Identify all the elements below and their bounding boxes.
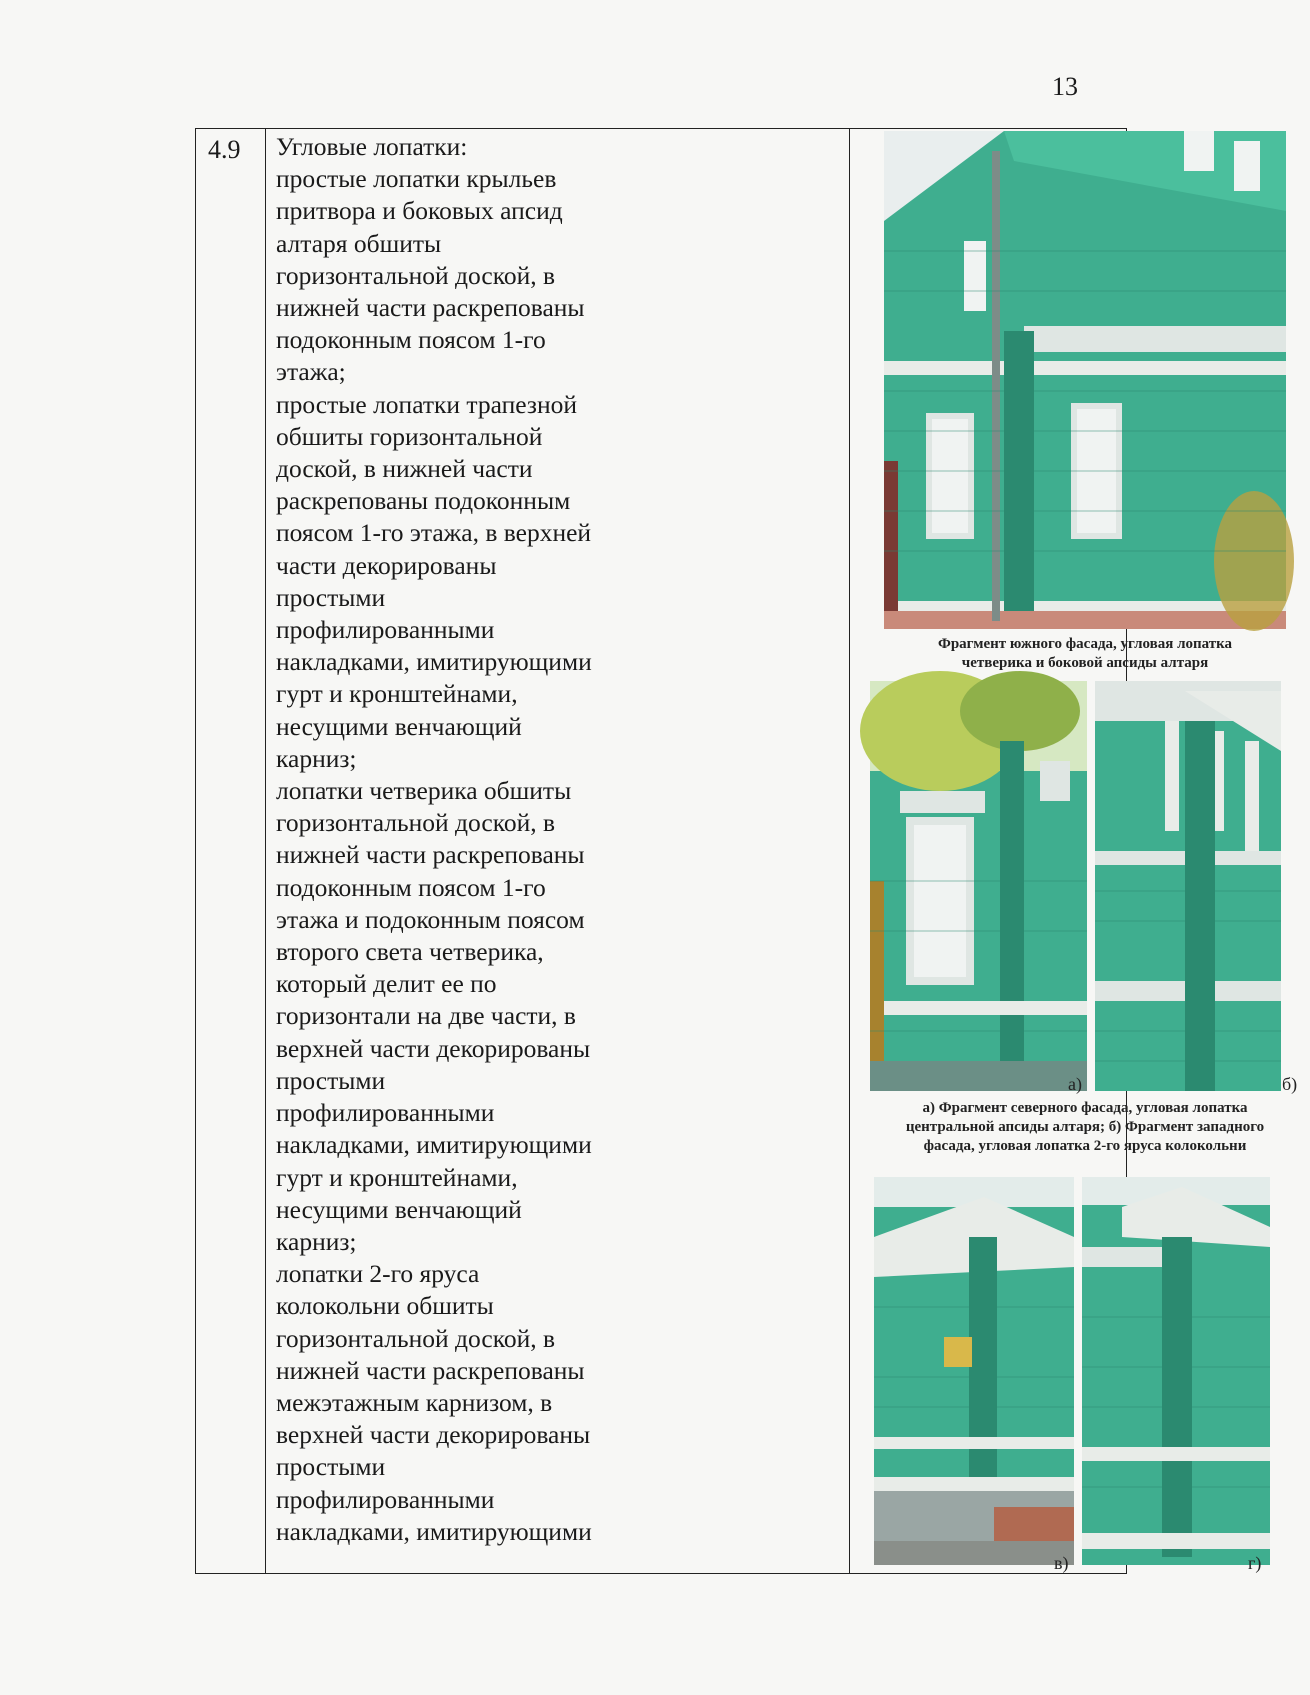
- corner-g-image: [1082, 1177, 1270, 1565]
- row-number: 4.9: [208, 135, 241, 164]
- south-facade-image: [884, 131, 1286, 629]
- row-number-cell: [196, 129, 266, 1573]
- photo-corner-v: [874, 1177, 1074, 1565]
- caption-south-facade: Фрагмент южного фасада, угловая лопатка четверика и боковой апсиды алтаря: [937, 636, 1233, 671]
- row-description-cell: [266, 129, 850, 1573]
- photo-label-b: б): [1282, 1074, 1298, 1094]
- photo-corner-g: [1082, 1177, 1270, 1565]
- page-number: 13: [1052, 72, 1078, 101]
- photo-north-facade: [870, 681, 1087, 1091]
- row-photos-cell: [850, 129, 1298, 1573]
- photo-west-facade: [1095, 681, 1281, 1091]
- description-table: [195, 128, 1298, 1574]
- row-description-text: Угловые лопатки: простые лопатки крыльев притвора и боковых апсид алтаря обшиты горизонтальной доской, в нижней части раскрепованы подоконным поясом 1-го этажа; простые лопатки трапезной обшиты горизонтальной доской, в нижней части раскрепованы подоконным поясом 1-го этажа, в верхней части декорированы простыми профилированными накладками, имитирующими гурт и кронштейнами, несущими венчающий карниз; лопатки четверика обшиты горизонтальной доской, в нижней части раскрепованы подоконным поясом 1-го этажа и подоконным поясом второго света четверика, который делит ее по горизонтали на две части, в верхней части декорированы простыми профилированными накладками, имитирующими гурт и кронштейнами, несущими венчающий карниз; лопатки 2-го яруса колокольни обшиты горизонтальной доской, в нижней части раскрепованы межэтажным карнизом, в верхней части декорированы простыми профилированными накладками, имитирующими: [276, 132, 592, 1546]
- corner-v-image: [874, 1177, 1074, 1565]
- west-facade-image: [1095, 681, 1281, 1091]
- photo-label-a: а): [1068, 1074, 1082, 1094]
- caption-north-west-facades: а) Фрагмент северного фасада, угловая лопатка центральной апсиды алтаря; б) Фрагмент западного фасада, угловая лопатка 2-го яруса колокольни: [905, 1100, 1265, 1154]
- photo-south-facade: [884, 131, 1286, 629]
- north-facade-image: [870, 681, 1087, 1091]
- photo-label-g: г): [1248, 1553, 1262, 1573]
- photo-label-v: в): [1054, 1553, 1069, 1573]
